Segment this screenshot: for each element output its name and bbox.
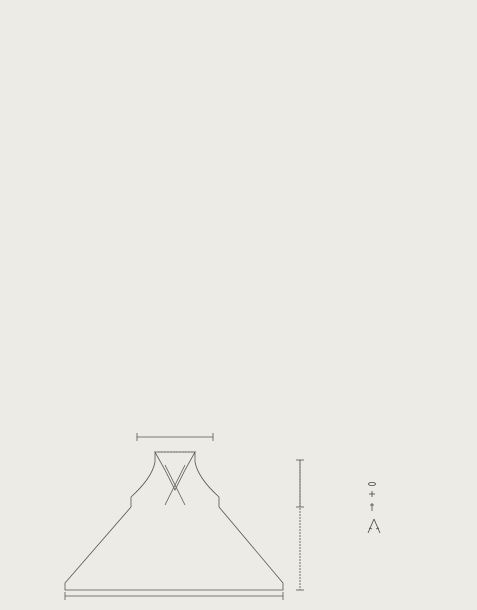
legend-symbols — [368, 482, 380, 533]
back-piece-schematic — [65, 433, 304, 600]
